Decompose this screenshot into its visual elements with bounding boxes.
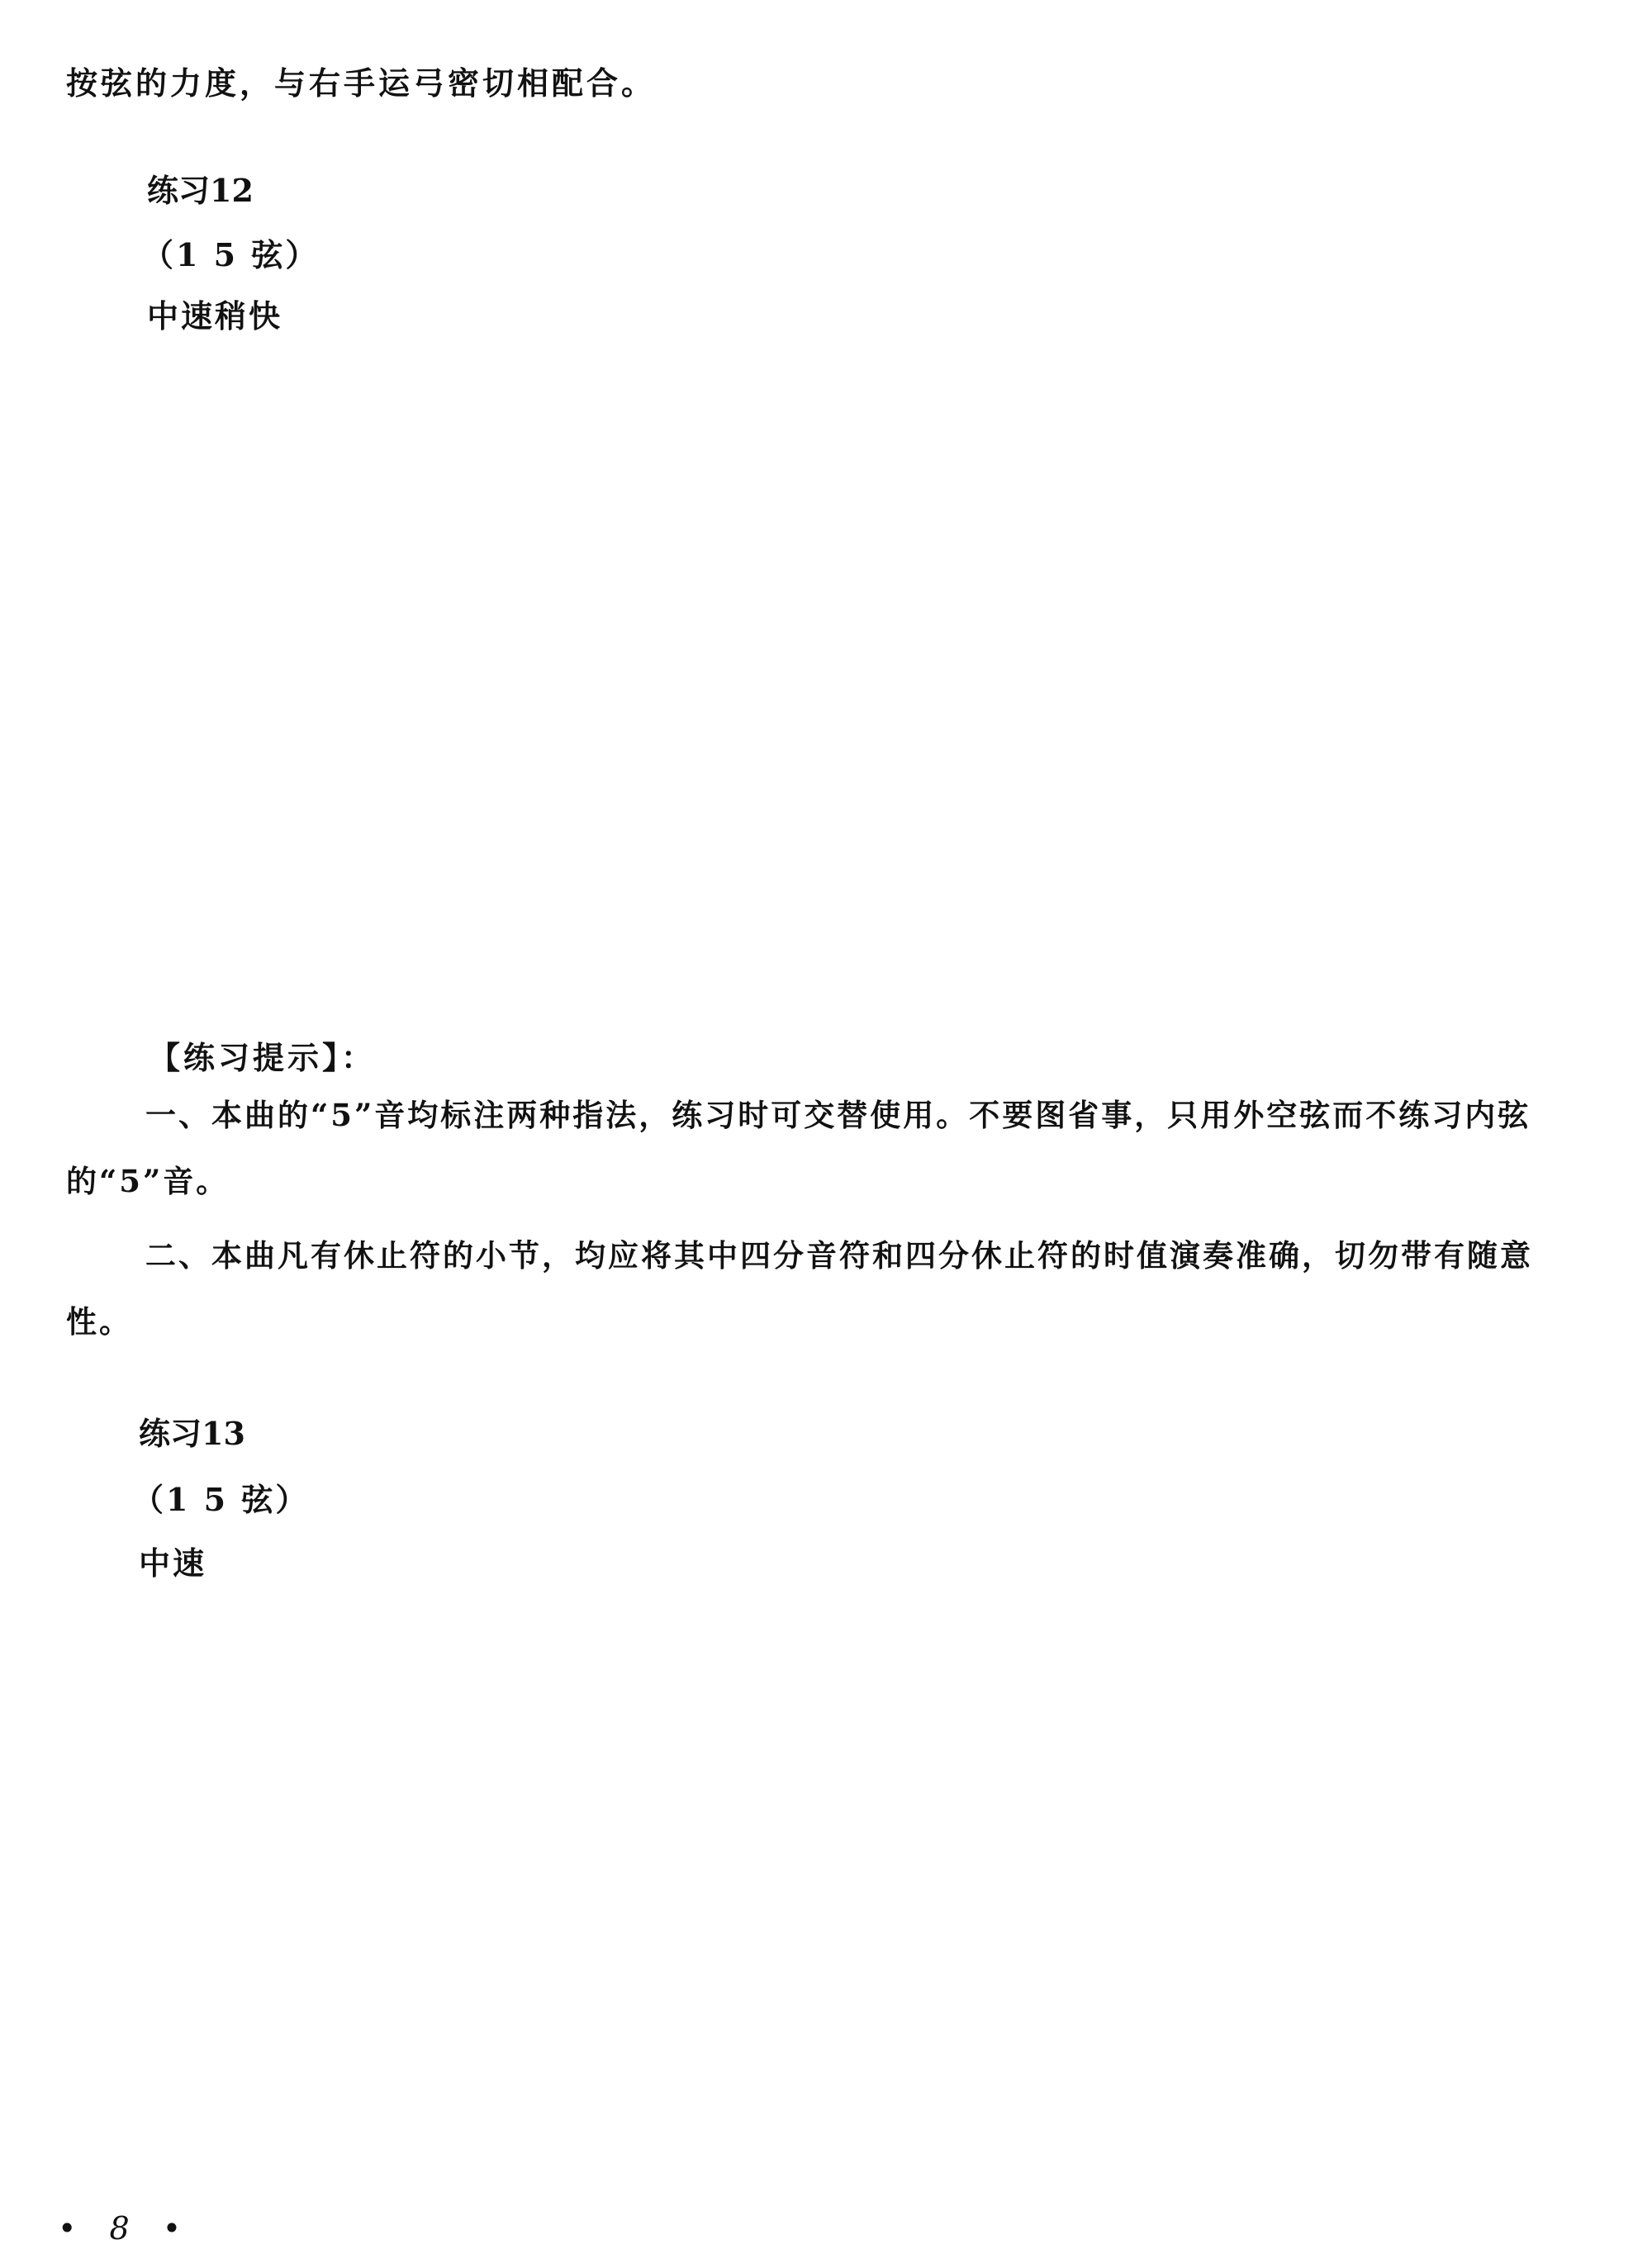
tips-heading: 【练习提示】： bbox=[149, 1039, 377, 1076]
page-number: • 8 • bbox=[58, 2210, 193, 2247]
tips-paragraph-1: 一、本曲的“5”音均标注两种指法，练习时可交替使用。不要图省事，只用外空弦而不练习内弦的“5”音。 bbox=[66, 1097, 1531, 1199]
exercise-12-title: 练习12 bbox=[147, 172, 254, 209]
tips-paragraph-2: 二、本曲凡有休止符的小节，均应将其中四分音符和四分休止符的时值演奏准确，切勿带有随意性。 bbox=[66, 1237, 1533, 1340]
exercise-13-title: 练习13 bbox=[139, 1415, 245, 1452]
exercise-12-strings: （1 5 弦） bbox=[142, 236, 320, 273]
intro-line: 按弦的力度，与右手运弓密切相配合。 bbox=[66, 64, 657, 102]
exercise-12-tempo: 中速稍快 bbox=[147, 297, 283, 335]
exercise-13-strings: （1 5 弦） bbox=[132, 1481, 310, 1518]
exercise-13-tempo: 中速 bbox=[139, 1544, 207, 1582]
